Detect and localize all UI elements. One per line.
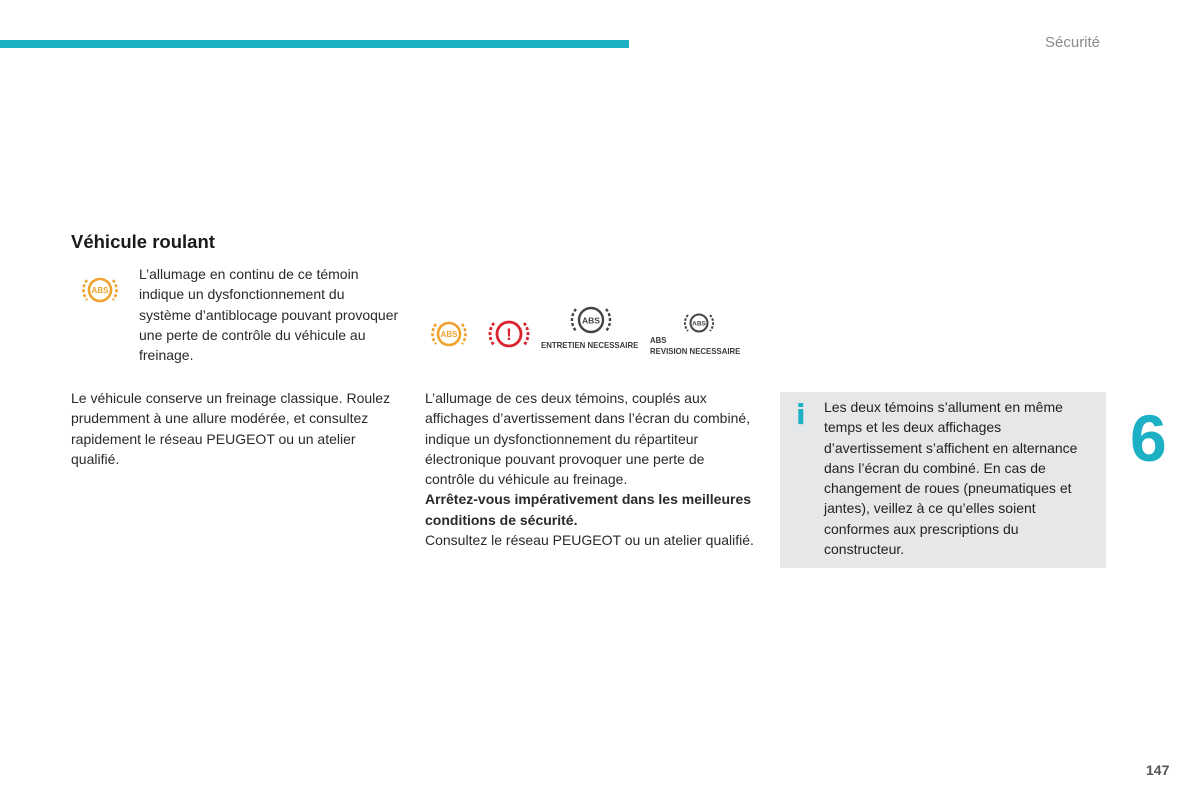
info-box xyxy=(780,392,1106,568)
header-accent-bar xyxy=(0,40,629,48)
svg-text:ABS: ABS xyxy=(440,330,458,339)
label-revision-necessaire xyxy=(650,335,740,357)
label-revision-abs: ABS xyxy=(650,335,667,345)
page-number: 147 xyxy=(1146,762,1170,778)
svg-text:!: ! xyxy=(506,325,512,344)
chapter-number: 6 xyxy=(1130,401,1167,475)
label-entretien-necessaire: ENTRETIEN NECESSAIRE xyxy=(541,340,639,350)
column-1-paragraph: Le véhicule conserve un freinage classique. Roulez prudemment à une allure modérée, et consultez rapidement le réseau PEUGEOT ou un atelier qualifié. xyxy=(71,390,391,467)
brake-warning-red-icon xyxy=(487,316,531,352)
abs-warning-icon xyxy=(80,272,120,308)
warning-icons-row xyxy=(428,302,768,366)
svg-text:ABS: ABS xyxy=(91,286,109,295)
col2-text-2: Consultez le réseau PEUGEOT ou un atelier qualifié. xyxy=(425,532,754,549)
info-text: Les deux témoins s’allument en même temps et les deux affichages d’avertissement s’affichent en alternance dans l’écran du combiné. En cas de changement de roues (pneumatiques et jantes), veillez à ce qu’elles soient conformes aux prescriptions du constructeur. xyxy=(824,399,1078,558)
column-2-paragraph xyxy=(425,388,755,550)
label-revision-text: REVISION NECESSAIRE xyxy=(650,346,741,356)
col2-text-1: L’allumage de ces deux témoins, couplés aux affichages d’avertissement dans l’écran du combiné, indique un dysfonctionnement du répartiteur électronique pouvant provoquer une perte de contrôle du véhicule au freinage. xyxy=(425,390,751,488)
abs-grey-small-icon xyxy=(683,310,715,336)
section-title: Sécurité xyxy=(1045,34,1101,51)
page-heading: Véhicule roulant xyxy=(71,231,215,252)
abs-grey-icon xyxy=(570,302,612,338)
intro-paragraph: L’allumage en continu de ce témoin indique un dysfonctionnement du système d’antiblocage pouvant provoquer une perte de contrôle du véhicule au freinage. xyxy=(139,266,399,364)
col2-bold-warning: Arrêtez-vous impérativement dans les meilleures conditions de sécurité. xyxy=(425,491,752,528)
abs-warning-amber-icon xyxy=(428,316,470,352)
info-icon: i xyxy=(796,398,806,431)
svg-text:ABS: ABS xyxy=(582,315,600,326)
svg-text:ABS: ABS xyxy=(692,320,706,328)
